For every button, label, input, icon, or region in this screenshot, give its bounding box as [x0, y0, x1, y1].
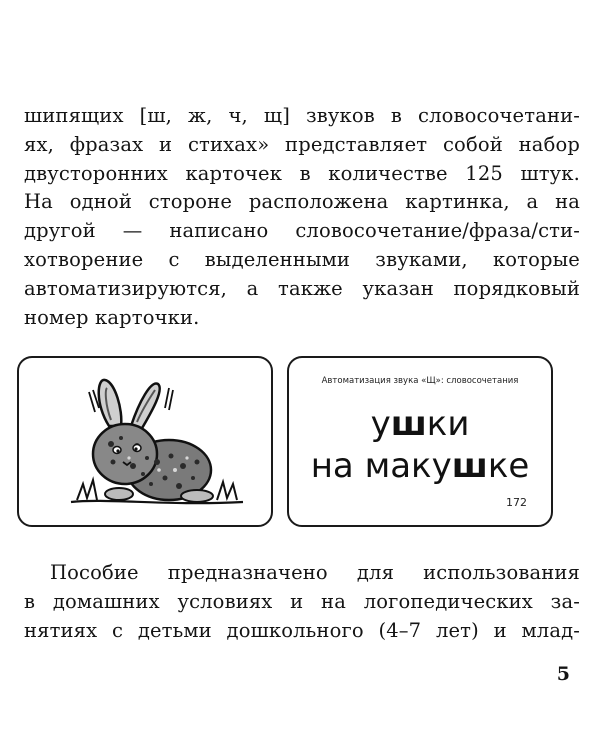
- intro-paragraph: [24, 102, 580, 332]
- page-number: 5: [556, 663, 570, 685]
- bunny-illustration: [47, 366, 247, 516]
- text-line: хотворение с выделенными звуками, которые: [24, 247, 580, 271]
- text-line: другой — написано словосочетание/фраза/сти-: [24, 219, 580, 243]
- text-line: двусторонних карточек в количестве 125 штук.: [24, 161, 580, 185]
- card-number: 172: [506, 496, 527, 509]
- text-line: в домашних условиях и на логопедических за-: [24, 589, 580, 613]
- text-line: Пособие предназначено для использования: [50, 561, 580, 584]
- word-card: [287, 356, 553, 527]
- text-line: автоматизируются, а также указан порядковый: [24, 276, 580, 300]
- text-line: шипящих [ш, ж, ч, щ] звуков в словосочетани-: [24, 104, 580, 127]
- text-line: ях, фразах и стихах» представляет собой набор: [24, 132, 580, 156]
- purpose-paragraph: [24, 559, 580, 645]
- picture-card: [17, 356, 273, 527]
- text-line: нятиях с детьми дошкольного (4–7 лет) и млад-: [24, 618, 580, 642]
- text-line: номер карточки.: [24, 305, 200, 329]
- card-header: Автоматизация звука «Щ»: словосочетания: [321, 376, 519, 386]
- card-word-2: на макушке: [310, 446, 530, 486]
- highlighted-sound: ш: [451, 446, 488, 486]
- text-line: На одной стороне расположена картинка, а на: [24, 190, 580, 214]
- card-word-1: ушки: [370, 404, 470, 444]
- highlighted-sound: ш: [390, 404, 427, 444]
